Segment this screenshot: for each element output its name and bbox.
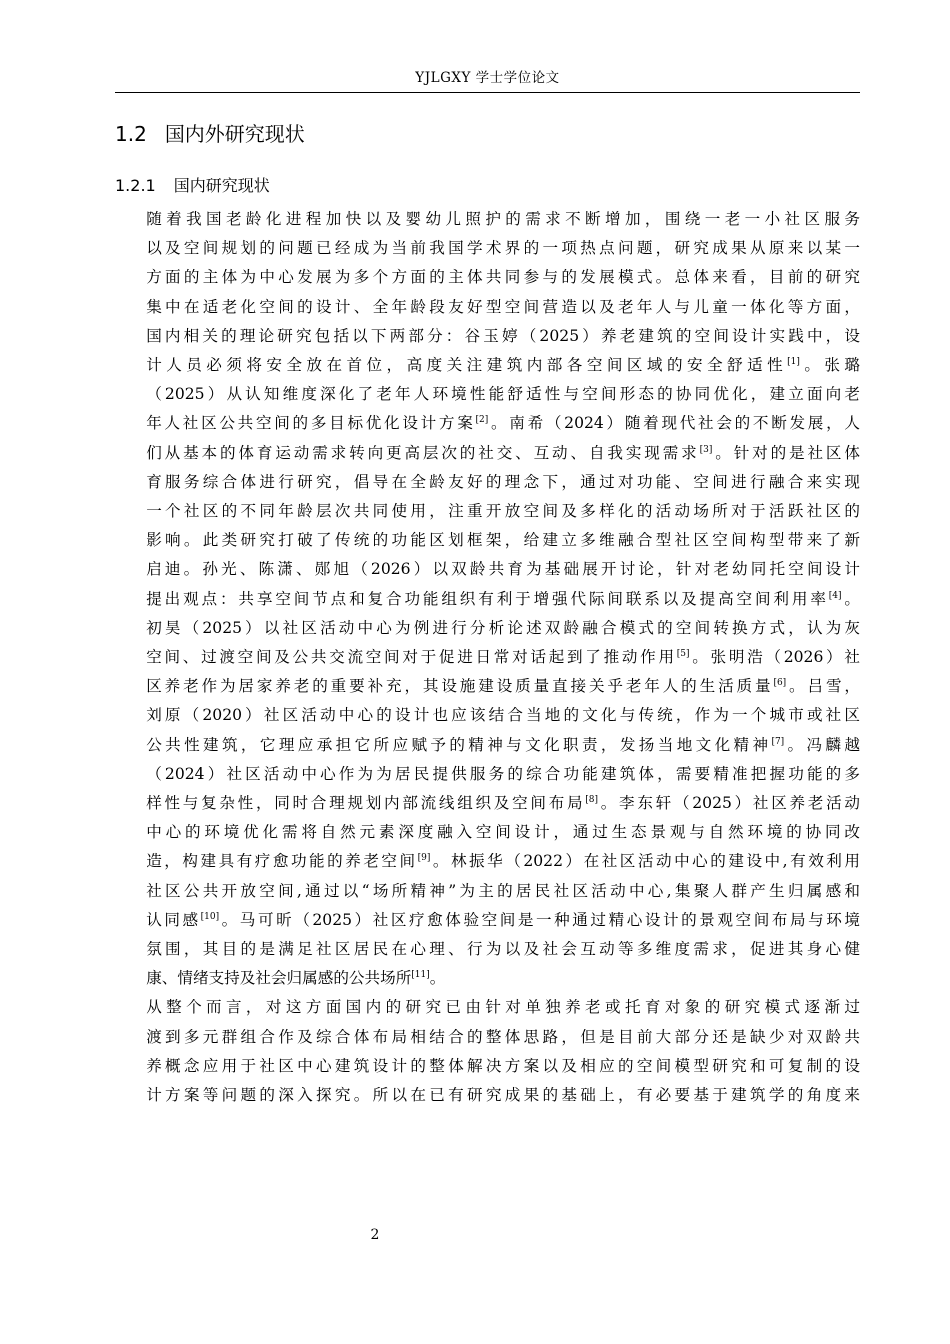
text-run: 。张璐: [799, 356, 860, 375]
text-run: 。: [841, 589, 860, 608]
text-line: [115, 1052, 860, 1081]
text-run: 。冯麟越: [784, 735, 860, 754]
citation-ref: [5]: [676, 649, 690, 660]
text-line: [115, 935, 860, 964]
text-run: 社区公共开放空间,通过以“场所精神”为主的居民社区活动中心,集聚人群产生归属感和: [146, 881, 860, 900]
text-line: [115, 205, 860, 234]
text-run: 康、情绪支持及社会归属感的公共场所: [146, 969, 412, 988]
text-line: [115, 818, 860, 847]
citation-ref: [6]: [773, 678, 787, 689]
subsection-heading: [115, 173, 270, 196]
text-line: [115, 555, 860, 584]
text-run: 国内相关的理论研究包括以下两部分：谷玉婷（2025）养老建筑的空间设计实践中，设: [146, 326, 860, 345]
text-line: [115, 672, 860, 701]
text-run: 空间、过渡空间及公共交流空间对于促进日常对话起到了推动作用: [146, 648, 677, 667]
text-line: [115, 351, 860, 380]
citation-ref: [4]: [828, 590, 842, 601]
citation-ref: [7]: [771, 736, 785, 747]
text-run: 认同感: [146, 910, 201, 929]
text-run: 。张明浩（2026）社: [689, 648, 860, 667]
text-line: [115, 526, 860, 555]
text-line: [115, 789, 860, 818]
text-line: [115, 380, 860, 409]
text-run: 氛围，其目的是满足社区居民在心理、行为以及社会互动等多维度需求，促进其身心健: [146, 940, 860, 959]
text-run: 刘原（2020）社区活动中心的设计也应该结合当地的文化与传统，作为一个城市或社区: [146, 706, 860, 725]
citation-ref: [9]: [417, 853, 431, 864]
text-run: 年人社区公共空间的多目标优化设计方案: [146, 414, 476, 433]
text-run: 们从基本的体育运动需求转向更高层次的社交、互动、自我实现需求: [146, 443, 700, 462]
header-rule: [115, 92, 860, 93]
text-run: 计人员必须将安全放在首位，高度关注建筑内部各空间区域的安全舒适性: [146, 356, 788, 375]
text-run: 样性与复杂性，同时合理规划内部流线组织及空间布局: [146, 794, 586, 813]
text-line: [115, 585, 860, 614]
text-run: 提出观点：共享空间节点和复合功能组织有利于增强代际间联系以及提高空间利用率: [146, 589, 829, 608]
text-run: 以及空间规划的问题已经成为当前我国学术界的一项热点问题，研究成果从原来以某一: [146, 239, 860, 258]
text-line: [115, 643, 860, 672]
citation-ref: [11]: [411, 970, 430, 981]
text-run: 。李东轩（2025）社区养老活动: [598, 794, 860, 813]
subsection-title: 国内研究现状: [173, 176, 270, 195]
text-line: [115, 760, 860, 789]
text-line: [115, 322, 860, 351]
section-title: 国内外研究现状: [164, 122, 305, 146]
body-text: [115, 205, 860, 1110]
text-line: [115, 906, 860, 935]
citation-ref: [8]: [585, 795, 599, 806]
text-line: [115, 877, 860, 906]
text-run: 计方案等问题的深入探究。所以在已有研究成果的基础上，有必要基于建筑学的角度来: [146, 1086, 860, 1105]
text-run: 一个社区的不同年龄层次共同使用，注重开放空间及多样化的活动场所对于活跃社区的: [146, 502, 860, 521]
text-line: [115, 614, 860, 643]
text-line: [115, 1081, 860, 1110]
text-run: 从整个而言，对这方面国内的研究已由针对单独养老或托育对象的研究模式逐渐过: [146, 998, 860, 1017]
text-line: [115, 409, 860, 438]
section-heading: [115, 118, 305, 147]
text-run: 影响。此类研究打破了传统的功能区划框架，给建立多维融合型社区空间构型带来了新: [146, 531, 860, 550]
text-run: 养概念应用于社区中心建筑设计的整体解决方案以及相应的空间模型研究和可复制的设: [146, 1056, 860, 1075]
text-run: 公共性建筑，它理应承担它所应赋予的精神与文化职责，发扬当地文化精神: [146, 735, 772, 754]
text-line: [115, 964, 860, 993]
text-run: 。: [429, 969, 446, 988]
text-run: 育服务综合体进行研究，倡导在全龄友好的理念下，通过对功能、空间进行融合来实现: [146, 472, 860, 491]
text-run: 启迪。孙光、陈潇、郧旭（2026）以双龄共育为基础展开讨论，针对老幼同托空间设计: [146, 560, 860, 579]
running-header: YJLGXY 学士学位论文: [415, 70, 560, 86]
text-run: 。林振华（2022）在社区活动中心的建设中,有效利用: [430, 852, 860, 871]
text-run: 。吕雪，: [786, 677, 860, 696]
text-run: 集中在适老化空间的设计、全年龄段友好型空间营造以及老年人与儿童一体化等方面，: [146, 297, 860, 316]
text-run: 方面的主体为中心发展为多个方面的主体共同参与的发展模式。总体来看，目前的研究: [146, 268, 860, 287]
text-run: 初昊（2025）以社区活动中心为例进行分析论述双龄融合模式的空间转换方式，认为灰: [146, 618, 860, 637]
citation-ref: [3]: [699, 444, 713, 455]
text-line: [115, 234, 860, 263]
text-line: [115, 731, 860, 760]
paragraph-1: [115, 205, 860, 993]
text-line: [115, 497, 860, 526]
text-line: [115, 847, 860, 876]
text-line: [115, 1023, 860, 1052]
text-line: [115, 701, 860, 730]
text-run: 随着我国老龄化进程加快以及婴幼儿照护的需求不断增加，围绕一老一小社区服务: [146, 210, 860, 228]
text-run: 区养老作为居家养老的重要补充，其设施建设质量直接关乎老年人的生活质量: [146, 677, 774, 696]
text-line: [115, 293, 860, 322]
text-line: [115, 468, 860, 497]
text-run: 。南希（2024）随着现代社会的不断发展，人: [488, 414, 860, 433]
text-line: [115, 439, 860, 468]
paragraph-2: [115, 993, 860, 1110]
text-run: 。针对的是社区体: [712, 443, 860, 462]
text-run: （2025）从认知维度深化了老年人环境性能舒适性与空间形态的协同优化，建立面向老: [146, 385, 860, 404]
text-line: [115, 993, 860, 1022]
page-number: 2: [370, 1227, 380, 1243]
section-number: 1.2: [115, 122, 147, 146]
text-run: （2024）社区活动中心作为为居民提供服务的综合功能建筑体，需要精准把握功能的多: [146, 764, 860, 783]
text-run: 中心的环境优化需将自然元素深度融入空间设计，通过生态景观与自然环境的协同改: [146, 823, 860, 842]
citation-ref: [2]: [475, 415, 489, 426]
text-run: 造，构建具有疗愈功能的养老空间: [146, 852, 418, 871]
text-run: 渡到多元群组合作及综合体布局相结合的整体思路，但是目前大部分还是缺少对双龄共: [146, 1027, 860, 1046]
text-run: 。马可昕（2025）社区疗愈体验空间是一种通过精心设计的景观空间布局与环境: [219, 910, 860, 929]
citation-ref: [1]: [787, 357, 800, 368]
text-line: [115, 263, 860, 292]
subsection-number: 1.2.1: [115, 176, 156, 195]
citation-ref: [10]: [200, 911, 220, 922]
